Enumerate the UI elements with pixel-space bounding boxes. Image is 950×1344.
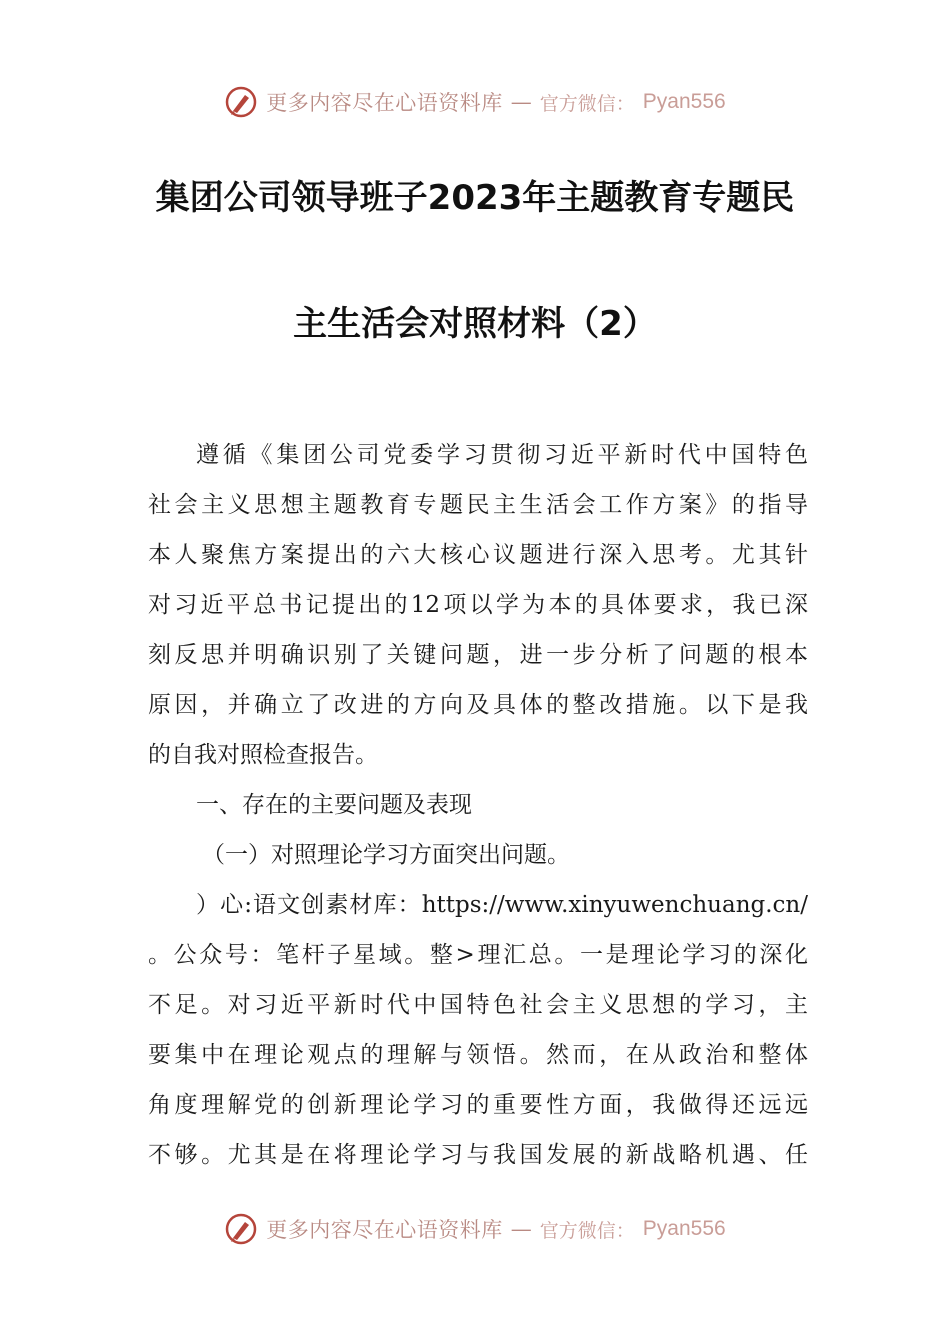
body-line: 要集中在理论观点的理解与领悟。然而，在从政治和整体 [148,1042,808,1068]
banner-separator: — [510,90,532,114]
body-line: 角度理解党的创新理论学习的重要性方面，我做得还远远 [148,1092,808,1118]
body-line: 不够。尤其是在将理论学习与我国发展的新战略机遇、任 [148,1142,808,1168]
header-banner [0,80,950,124]
body-line: 本人聚焦方案提出的六大核心议题进行深入思考。尤其针 [148,542,808,568]
footer-banner [0,1207,950,1251]
banner-text: 更多内容尽在心语资料库 [266,91,503,115]
banner-wechat-label: 官方微信： [539,1219,635,1242]
body-line: 原因，并确立了改进的方向及具体的整改措施。以下是我 [148,692,808,718]
pen-nib-logo-icon [224,1212,258,1246]
body-line: 。公众号：笔杆子星域。整>理汇总。一是理论学习的深化 [148,942,808,968]
body-line: 对习近平总书记提出的12项以学为本的具体要求，我已深 [148,592,808,618]
banner-text: 更多内容尽在心语资料库 [266,1218,503,1242]
subsection-heading: （一）对照理论学习方面突出问题。 [202,842,570,868]
banner-wechat-id: Pyan556 [642,1217,726,1240]
body-line: 的自我对照检查报告。 [148,742,378,768]
pen-nib-logo-icon [224,85,258,119]
section-heading: 一、存在的主要问题及表现 [196,792,472,818]
banner-wechat-id: Pyan556 [642,90,726,113]
body-line: 刻反思并明确识别了关键问题，进一步分析了问题的根本 [148,642,808,668]
banner-separator: — [510,1217,532,1241]
banner-wechat-label: 官方微信： [539,92,635,115]
body-line: 遵循《集团公司党委学习贯彻习近平新时代中国特色 [196,442,808,468]
document-body [148,430,808,1180]
body-line: ）心:语文创素材库：https://www.xinyuwenchuang.cn/ [196,892,808,918]
page-title-line-1: 集团公司领导班子2023年主题教育专题民 [155,178,795,218]
page-title-line-2: 主生活会对照材料（2） [293,304,657,344]
body-line: 社会主义思想主题教育专题民主生活会工作方案》的指导 [148,492,808,518]
body-line: 不足。对习近平新时代中国特色社会主义思想的学习，主 [148,992,808,1018]
